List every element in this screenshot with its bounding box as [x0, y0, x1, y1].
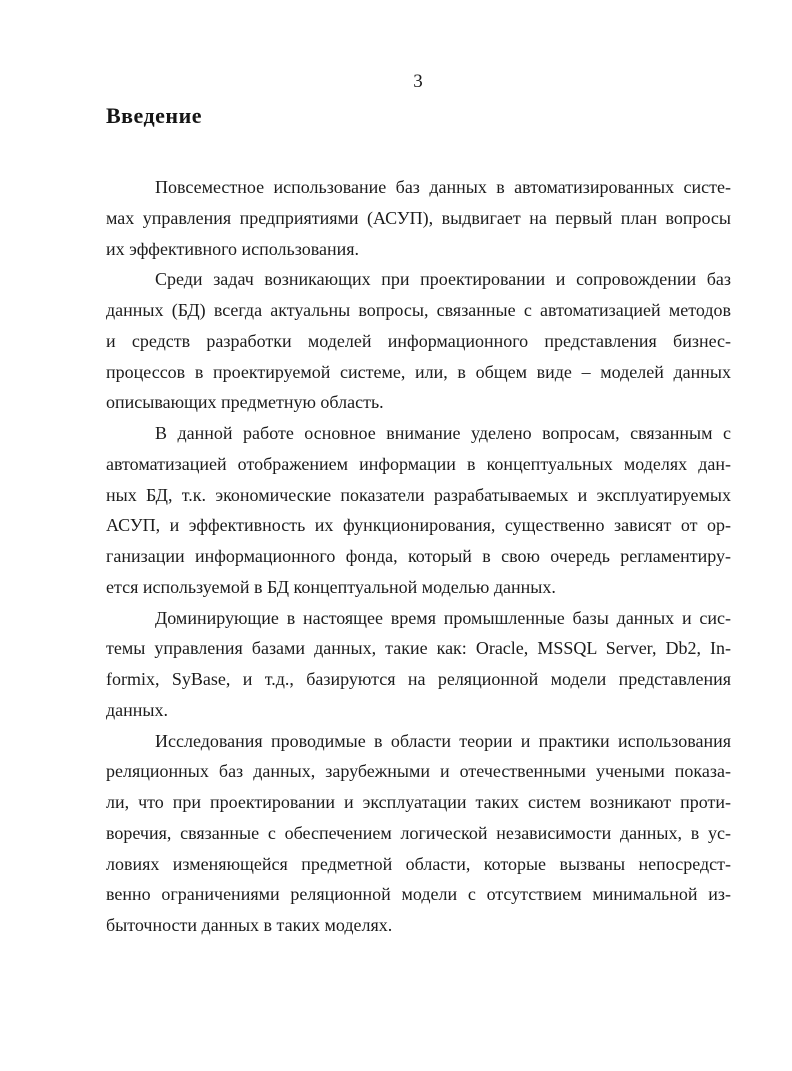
text-line: АСУП, и эффективность их функционирования, существенно зависят от ор-	[106, 515, 731, 536]
section-heading: Введение	[106, 103, 203, 128]
text-line: Среди задач возникающих при проектировании и сопровождении баз	[155, 269, 731, 290]
text-line: данных.	[106, 699, 169, 720]
page-number: 3	[413, 71, 423, 92]
text-line: formix, SyBase, и т.д., базируются на реляционной модели представления	[106, 669, 731, 689]
text-line: автоматизацией отображением информации в концептуальных моделях дан-	[106, 453, 731, 474]
text-line: быточности данных в таких моделях.	[106, 915, 393, 935]
text-line: Исследования проводимые в области теории и практики использования	[155, 730, 731, 751]
text-line: реляционных баз данных, зарубежными и отечественными учеными показа-	[106, 761, 731, 782]
text-line: темы управления базами данных, такие как: Oracle, MSSQL Server, Db2, In-	[106, 638, 731, 659]
body-text	[106, 172, 731, 941]
text-line: ется используемой в БД концептуальной моделью данных.	[106, 576, 556, 597]
text-line: ных БД, т.к. экономические показатели разрабатываемых и эксплуатируемых	[106, 484, 731, 505]
text-line: процессов в проектируемой системе, или, в общем виде – моделей данных	[106, 361, 731, 382]
text-line: Повсеместное использование баз данных в автоматизированных систе-	[155, 177, 731, 197]
text-line: В данной работе основное внимание уделено вопросам, связанным с	[155, 423, 731, 443]
text-line: мах управления предприятиями (АСУП), выдвигает на первый план вопросы	[106, 207, 731, 228]
text-line: ли, что при проектировании и эксплуатации таких систем возникают проти-	[106, 792, 731, 812]
text-line: и средств разработки моделей информационного представления бизнес-	[106, 330, 731, 351]
text-line: ловиях изменяющейся предметной области, которые вызваны непосредст-	[106, 853, 731, 874]
text-line: их эффективного использования.	[106, 238, 360, 259]
text-line: ганизации информационного фонда, который в свою очередь регламентиру-	[106, 546, 731, 566]
text-line: описывающих предметную область.	[106, 392, 384, 413]
text-line: Доминирующие в настоящее время промышленные базы данных и сис-	[155, 607, 731, 628]
text-line: венно ограничениями реляционной модели с отсутствием минимальной из-	[106, 884, 731, 905]
text-line: воречия, связанные с обеспечением логической независимости данных, в ус-	[106, 822, 731, 843]
text-line: данных (БД) всегда актуальны вопросы, связанные с автоматизацией методов	[106, 300, 731, 320]
